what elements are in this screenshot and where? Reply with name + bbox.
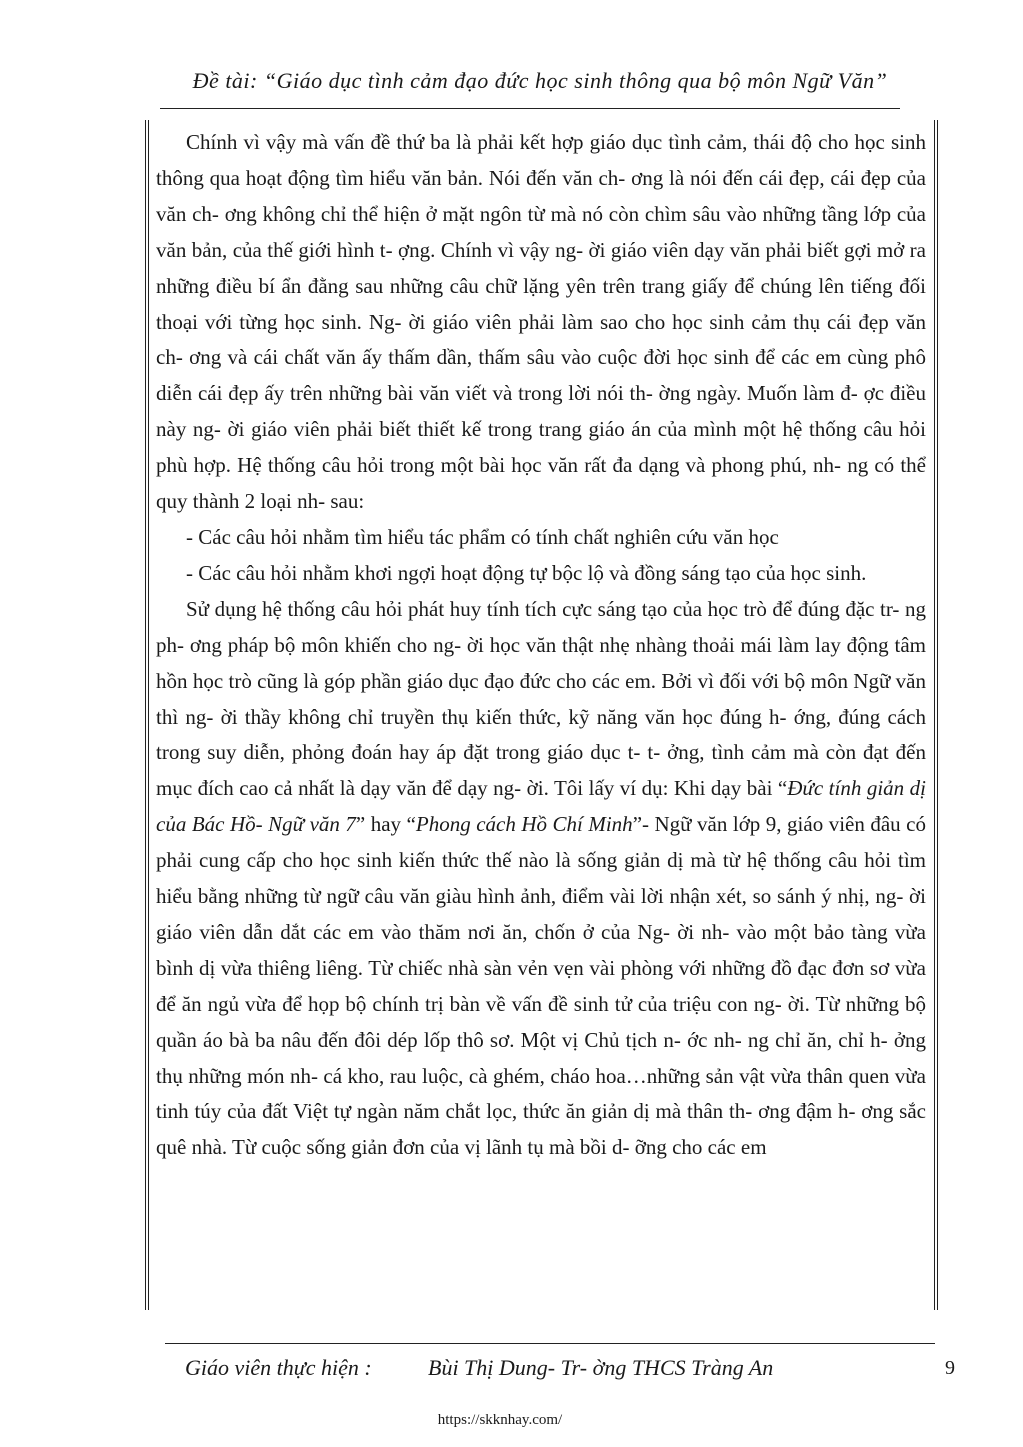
page-number: 9 <box>945 1357 955 1379</box>
right-frame-border <box>934 120 938 1310</box>
paragraph-2-part-c: ”- Ngữ văn lớp 9, giáo viên đâu có phải cung cấp cho học sinh kiến thức thế nào là sống giản dị mà từ hệ thống câu hỏi tìm hiểu bằng những từ ngữ câu văn giàu hình ảnh, điểm vài lời nhận xét, so sánh ý nhị, ng- ời giáo viên dẫn dắt các em vào thăm nơi ăn, chốn ở của Ng- ời nh- vào một bảo tàng vừa bình dị vừa thiêng liêng. Từ chiếc nhà sàn vẻn vẹn vài phòng với những đồ đạc đơn sơ vừa để ăn ngủ vừa để họp bộ chính trị bàn về vấn đề sinh tử của triệu con ng- ời. Từ những bộ quần áo bà ba nâu đến đôi dép lốp thô sơ. Một vị Chủ tịch n- ớc nh- ng chỉ ăn, chỉ h- ởng thụ những món nh- cá kho, rau luộc, cà ghém, cháo hoa…những sản vật vừa thân quen vừa tinh túy của đất Việt tự ngàn năm chắt lọc, thức ăn giản dị mà thân th- ơng đậm h- ơng sắc quê nhà. Từ cuộc sống giản đơn của vị lãnh tụ mà bồi d- ỡng cho các em <box>156 812 926 1160</box>
footer-divider <box>165 1343 935 1344</box>
teacher-name: Bùi Thị Dung- Tr- ờng THCS Tràng An <box>428 1355 774 1380</box>
page-footer <box>170 1350 930 1386</box>
lesson-title-1: Đức tính giản dị của Bác Hồ- Ngữ văn 7 <box>156 776 927 837</box>
left-frame-border <box>145 120 149 1310</box>
paragraph-2-part-a: Sử dụng hệ thống câu hỏi phát huy tính tích cực sáng tạo của học trò để đúng đặc tr- ng ph- ơng pháp bộ môn khiến cho ng- ời học văn thật nhẹ nhàng thoải mái làm lay động tâm hồn học trò cũng là góp phần giáo dục đạo đức cho các em. Bởi vì đối với bộ môn Ngữ văn thì ng- ời thầy không chỉ truyền thụ kiến thức, kỹ năng văn học đúng h- ớng, đúng cách trong suy diễn, phỏng đoán hay áp đặt trong giáo dục t- t- ởng, tình cảm mà còn đạt đến mục đích cao cả nhất là dạy văn để dạy ng- ời. Tôi lấy ví dụ: Khi dạy bài “ <box>156 596 926 801</box>
lesson-title-2: Phong cách Hồ Chí Minh <box>415 812 633 837</box>
page-header-title: Đề tài: “Giáo dục tình cảm đạo đức học sinh thông qua bộ môn Ngữ Văn” <box>192 68 888 93</box>
source-url-link[interactable]: https://skknhay.com/ <box>437 1412 563 1428</box>
bullet-item-1: - Các câu hỏi nhằm tìm hiểu tác phẩm có tính chất nghiên cứu văn học <box>186 524 779 549</box>
document-body <box>156 125 926 1166</box>
header-divider <box>160 108 900 109</box>
paragraph-2-part-b: ” hay “ <box>355 812 416 837</box>
paragraph-2 <box>156 592 926 1167</box>
teacher-label: Giáo viên thực hiện : <box>185 1355 372 1380</box>
bullet-item-2: - Các câu hỏi nhằm khơi ngợi hoạt động tự bộc lộ và đồng sáng tạo của học sinh. <box>186 560 867 585</box>
paragraph-1: Chính vì vậy mà vấn đề thứ ba là phải kết hợp giáo dục tình cảm, thái độ cho học sinh thông qua hoạt động tìm hiểu văn bản. Nói đến văn ch- ơng là nói đến cái đẹp, cái đẹp của văn ch- ơng không chỉ thể hiện ở mặt ngôn từ mà nó còn chìm sâu vào những tầng lớp của văn bản, của thế giới hình t- ợng. Chính vì vậy ng- ời giáo viên dạy văn phải biết gợi mở ra những điều bí ẩn đằng sau những câu chữ lặng yên trên trang giấy để chúng lên tiếng đối thoại với từng học sinh. Ng- ời giáo viên phải làm sao cho học sinh cảm thụ cái đẹp văn ch- ơng và cái chất văn ấy thấm dần, thấm sâu vào cuộc đời học sinh để các em cùng phô diễn cái đẹp ấy trên những bài văn viết và trong lời nói th- ờng ngày. Muốn làm đ- ợc điều này ng- ời giáo viên phải biết thiết kế trong trang giáo án của mình một hệ thống câu hỏi phù hợp. Hệ thống câu hỏi trong một bài học văn rất đa dạng và phong phú, nh- ng có thể quy thành 2 loại nh- sau: <box>156 130 926 514</box>
